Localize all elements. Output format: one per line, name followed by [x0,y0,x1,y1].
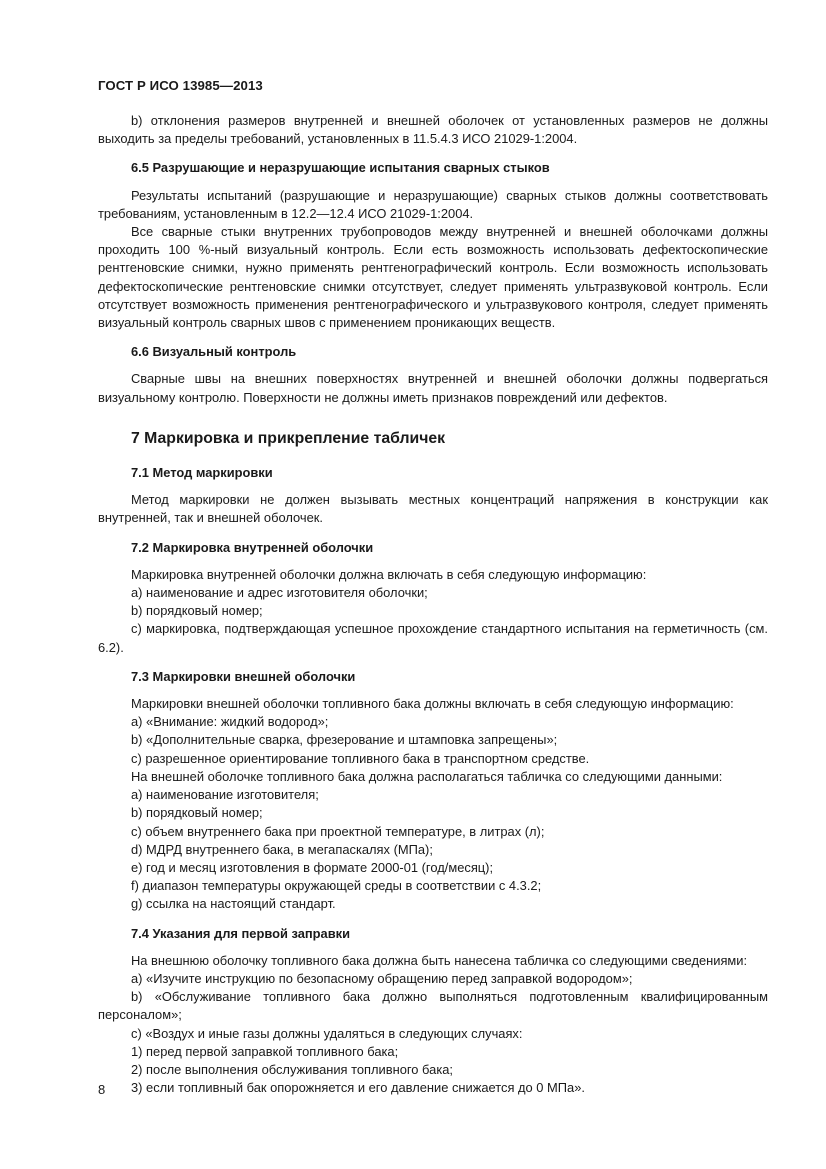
list-item: b) «Дополнительные сварка, фрезерование и штамповка запрещены»; [131,732,558,748]
list-item: а) наименование изготовителя; [131,787,319,803]
document-body [98,112,768,1097]
paragraph: b) отклонения размеров внутренней и внешней оболочек от установленных размеров не должны выходить за пределы требований, установленных в 11.5.4.3 ИСО 21029-1:2004. [98,113,768,147]
document-header: ГОСТ Р ИСО 13985—2013 [98,78,263,93]
list-item: 1) перед первой заправкой топливного бака; [131,1043,399,1059]
list-item: g) ссылка на настоящий стандарт. [131,896,336,912]
list-item: f) диапазон температуры окружающей среды в соответствии с 4.3.2; [131,878,542,894]
list-item: а) «Внимание: жидкий водород»; [131,714,329,730]
list-item: b) порядковый номер; [131,805,263,821]
subsection-heading: 7.2 Маркировка внутренней оболочки [131,539,374,555]
paragraph: Все сварные стыки внутренних трубопроводов между внутренней и внешней оболочками должны проходить 100 %-ный визуальный контроль. Если есть возможность использовать дефектоскопические рентгеновские снимки, нужно применять рентгенографический контроль. Если возможность использовать дефектоскопические рентгеновские снимки отсутствует, следует применять ультразвуковой контроль. Если отсутствует возможность применения рентгенографического и ультразвукового контроля, следует применять визуальный контроль сварных швов с применением проникающих веществ. [98,224,768,331]
list-item: 3) если топливный бак опорожняется и его давление снижается до 0 МПа». [131,1080,585,1096]
subsection-heading: 6.5 Разрушающие и неразрушающие испытания сварных стыков [131,160,550,176]
paragraph: Сварные швы на внешних поверхностях внутренней и внешней оболочки должны подвергаться визуальному контролю. Поверхности не должны иметь признаков повреждений или дефектов. [98,371,768,405]
list-item: c) разрешенное ориентирование топливного бака в транспортном средстве. [131,750,590,766]
paragraph: Результаты испытаний (разрушающие и неразрушающие) сварных стыков должны соответствовать требованиям, установленным в 12.2—12.4 ИСО 21029-1:2004. [98,187,768,221]
list-item: Маркировки внешней оболочки топливного бака должны включать в себя следующую информацию: [131,696,734,712]
list-item: На внешней оболочке топливного бака должна располагаться табличка со следующими данными: [131,768,723,784]
subsection-heading: 7.3 Маркировки внешней оболочки [131,668,356,684]
subsection-heading: 7.4 Указания для первой заправки [131,925,351,941]
list-item: c) объем внутреннего бака при проектной температуре, в литрах (л); [131,823,545,839]
section-heading: 7 Маркировка и прикрепление табличек [131,429,446,447]
list-item: а) наименование и адрес изготовителя оболочки; [131,585,428,601]
subsection-heading: 7.1 Метод маркировки [131,465,273,481]
list-item: Маркировка внутренней оболочки должна включать в себя следующую информацию: [131,566,647,582]
page-number: 8 [98,1082,106,1097]
list-item: 2) после выполнения обслуживания топливного бака; [131,1061,453,1077]
list-item: b) «Обслуживание топливного бака должно выполняться подготовленным квалифицированным персоналом»; [98,989,768,1023]
list-item: b) порядковый номер; [131,603,263,619]
list-item: d) МДРД внутреннего бака, в мегапаскалях (МПа); [131,841,433,857]
list-item: а) «Изучите инструкцию по безопасному обращению перед заправкой водородом»; [131,970,633,986]
list-item: c) «Воздух и иные газы должны удаляться в следующих случаях: [131,1025,523,1041]
subsection-heading: 6.6 Визуальный контроль [131,344,297,360]
paragraph: На внешнюю оболочку топливного бака должна быть нанесена табличка со следующими сведениями: [131,952,748,968]
paragraph: Метод маркировки не должен вызывать местных концентраций напряжения в конструкции как внутренней, так и внешней оболочек. [98,492,768,526]
list-item: e) год и месяц изготовления в формате 2000-01 (год/месяц); [131,859,494,875]
list-item: c) маркировка, подтверждающая успешное прохождение стандартного испытания на герметичность (см. 6.2). [98,621,768,655]
